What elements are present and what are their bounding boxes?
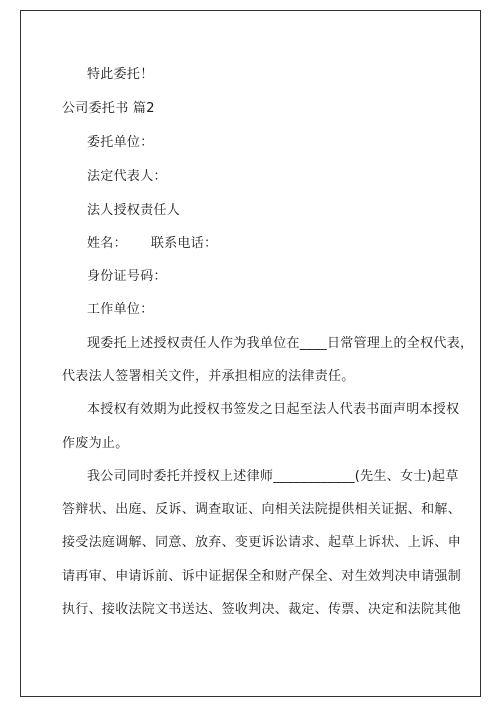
field-authorized-person: 法人授权责任人 <box>87 203 181 218</box>
paragraph-2-line-2: 作废为止。 <box>62 436 129 451</box>
field-legal-representative: 法定代表人： <box>87 169 167 184</box>
paragraph-1-line-2: 代表法人签署相关文件，并承担相应的法律责任。 <box>62 369 355 384</box>
paragraph-2-line-1: 本授权有效期为此授权书签发之日起至法人代表书面声明本授权 <box>87 402 460 417</box>
field-id-number: 身份证号码： <box>87 269 167 284</box>
closing-line: 特此委托！ <box>87 67 154 82</box>
paragraph-3-line-3: 接受法庭调解、同意、放弃、变更诉讼请求、起草上诉状、上诉、申 <box>62 535 462 550</box>
paragraph-3-line-5: 执行、接收法院文书送达、签收判决、裁定、传票、决定和法院其他 <box>62 602 462 617</box>
field-entrusting-unit: 委托单位： <box>87 135 154 150</box>
field-phone: 联系电话： <box>150 236 218 251</box>
paragraph-3-line-2: 答辩状、出庭、反诉、调查取证、向相关法院提供相关证据、和解、 <box>62 502 462 517</box>
paragraph-1-line-1: 现委托上述授权责任人作为我单位在____日常管理上的全权代表， <box>87 336 474 351</box>
field-name: 姓名： <box>87 236 127 251</box>
paragraph-3-line-1: 我公司同时委托并授权上述律师____________(先生、女士)起草 <box>87 469 459 484</box>
field-name-row <box>87 236 217 252</box>
paragraph-3-line-4: 请再审、申请诉前、诉中证据保全和财产保全、对生效判决申请强制 <box>62 569 462 584</box>
section-heading: 公司委托书 篇2 <box>62 101 155 116</box>
field-work-unit: 工作单位： <box>87 302 154 317</box>
